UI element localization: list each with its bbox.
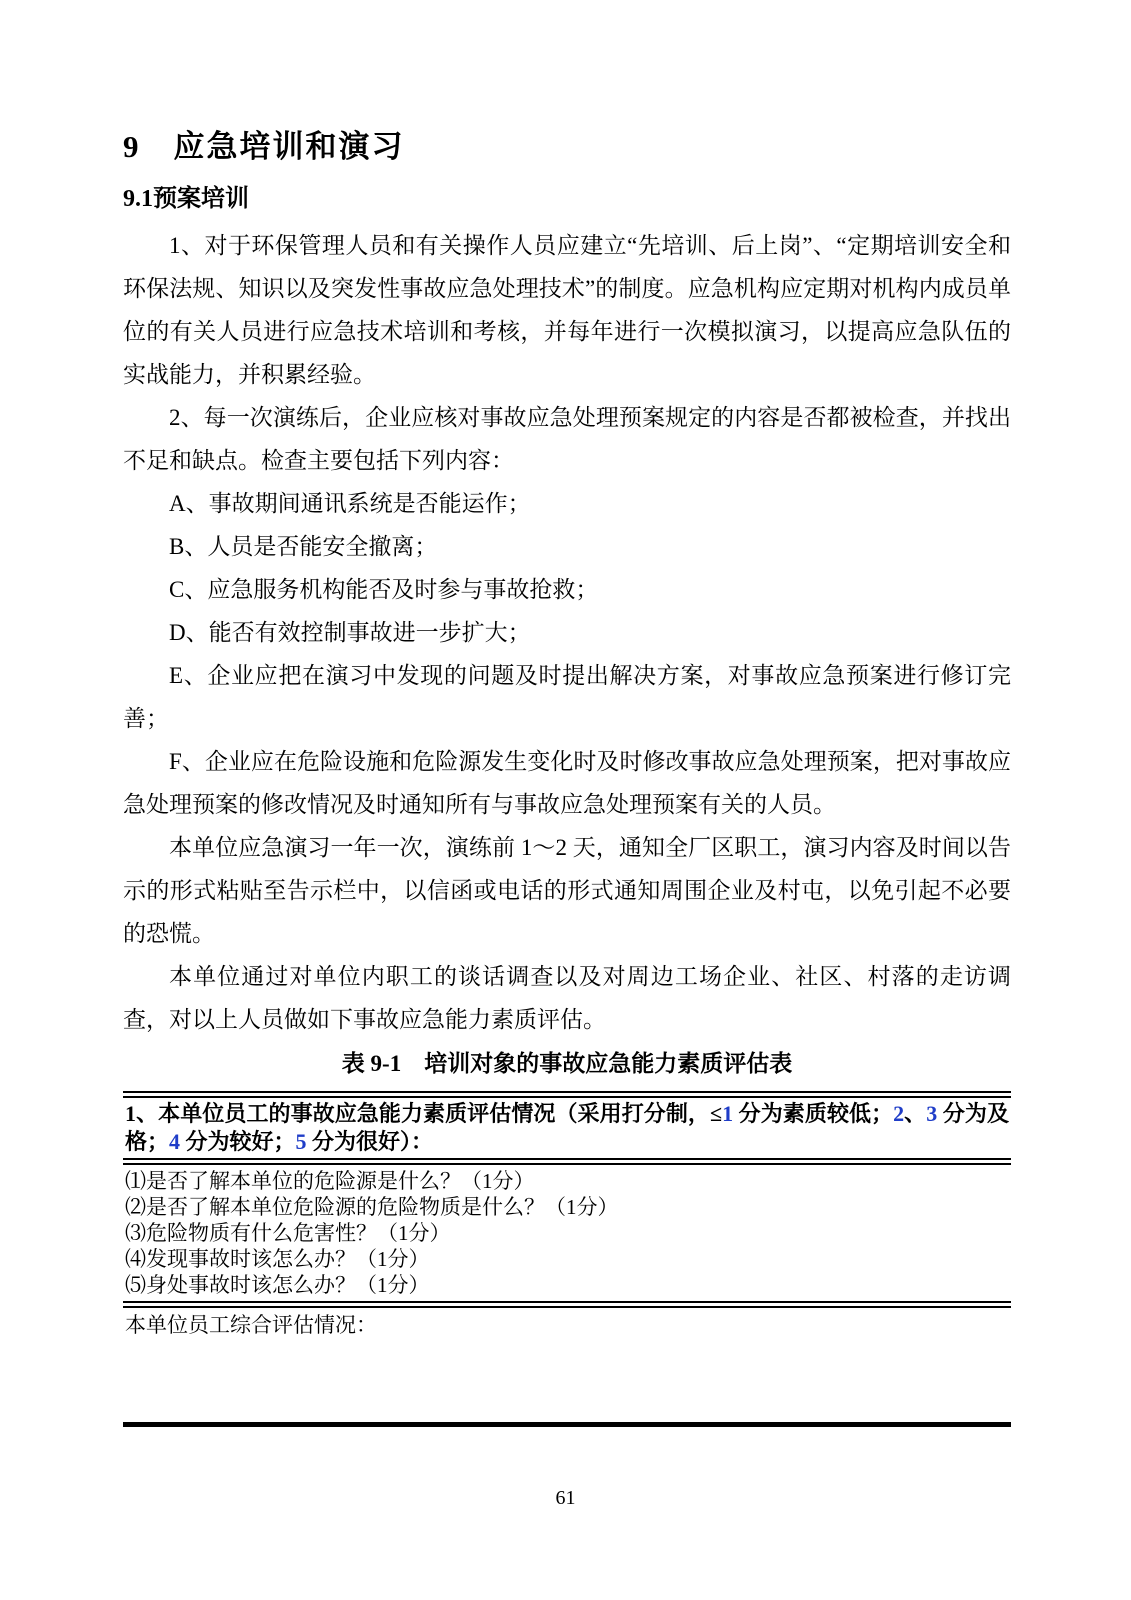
table-separator bbox=[123, 1301, 1011, 1308]
list-item-a: A、事故期间通讯系统是否能运作； bbox=[169, 491, 531, 516]
table-questions-row bbox=[123, 1165, 1011, 1301]
paragraph-drill-schedule: 本单位应急演习一年一次，演练前 1～2 天，通知全厂区职工，演习内容及时间以告示的形式粘贴至告示栏中，以信函或电话的形式通知周围企业及村屯，以免引起不必要的恐慌。 bbox=[123, 835, 1011, 946]
question-item-4: ⑷发现事故时该怎么办？（1分） bbox=[125, 1247, 430, 1271]
list-item-e: E、企业应把在演习中发现的问题及时提出解决方案，对事故应急预案进行修订完善； bbox=[123, 663, 1011, 731]
header-text-segment: 分为较好； bbox=[180, 1129, 296, 1154]
list-item-b: B、人员是否能安全撤离； bbox=[169, 534, 438, 559]
header-score-4: 4 bbox=[169, 1129, 181, 1154]
question-item-1: ⑴是否了解本单位的危险源是什么？（1分） bbox=[125, 1169, 535, 1193]
header-text-segment: 分为素质较低； bbox=[733, 1101, 894, 1126]
paragraph-training-system: 1、对于环保管理人员和有关操作人员应建立“先培训、后上岗”、“定期培训安全和环保法规、知识以及突发性事故应急处理技术”的制度。应急机构应定期对机构内成员单位的有关人员进行应急技术培训和考核，并每年进行一次模拟演习，以提高应急队伍的实战能力，并积累经验。 bbox=[123, 233, 1011, 387]
footer-label: 本单位员工综合评估情况： bbox=[125, 1313, 377, 1337]
section-heading: 9 应急培训和演习 bbox=[123, 129, 405, 164]
header-score-5: 5 bbox=[295, 1129, 307, 1154]
page-number: 61 bbox=[555, 1487, 576, 1509]
header-score-2: 2 bbox=[893, 1101, 905, 1126]
table-header-row bbox=[123, 1098, 1011, 1158]
paragraph-drill-review: 2、每一次演练后，企业应核对事故应急处理预案规定的内容是否都被检查，并找出不足和缺点。检查主要包括下列内容： bbox=[123, 405, 1011, 473]
header-text-segment: 分为很好）： bbox=[306, 1129, 434, 1154]
table-top-border bbox=[123, 1091, 1011, 1098]
table-separator bbox=[123, 1158, 1011, 1165]
question-item-2: ⑵是否了解本单位危险源的危险物质是什么？（1分） bbox=[125, 1195, 619, 1219]
header-text-segment: 1、本单位员工的事故应急能力素质评估情况（采用打分制，≤ bbox=[125, 1101, 723, 1126]
paragraph-survey: 本单位通过对单位内职工的谈话调查以及对周边工场企业、社区、村落的走访调查，对以上人员做如下事故应急能力素质评估。 bbox=[123, 964, 1011, 1032]
table-caption: 表 9-1 培训对象的事故应急能力素质评估表 bbox=[341, 1051, 793, 1076]
header-text-segment: 分为及格； bbox=[125, 1101, 1009, 1154]
subsection-heading: 9.1预案培训 bbox=[123, 186, 249, 212]
question-item-5: ⑸身处事故时该怎么办？（1分） bbox=[125, 1273, 430, 1297]
table-footer-row bbox=[123, 1308, 1011, 1422]
header-text-segment: 、 bbox=[904, 1101, 927, 1126]
table-bottom-border bbox=[123, 1422, 1011, 1427]
document-content bbox=[123, 128, 1011, 1427]
list-item-c: C、应急服务机构能否及时参与事故抢救； bbox=[169, 577, 599, 602]
header-score-3: 3 bbox=[926, 1101, 938, 1126]
question-item-3: ⑶危险物质有什么危害性？（1分） bbox=[125, 1221, 451, 1245]
list-item-d: D、能否有效控制事故进一步扩大； bbox=[169, 620, 531, 645]
evaluation-table bbox=[123, 1091, 1011, 1427]
header-score-1: 1 bbox=[722, 1101, 734, 1126]
list-item-f: F、企业应在危险设施和危险源发生变化时及时修改事故应急处理预案，把对事故应急处理预案的修改情况及时通知所有与事故应急处理预案有关的人员。 bbox=[123, 749, 1011, 817]
